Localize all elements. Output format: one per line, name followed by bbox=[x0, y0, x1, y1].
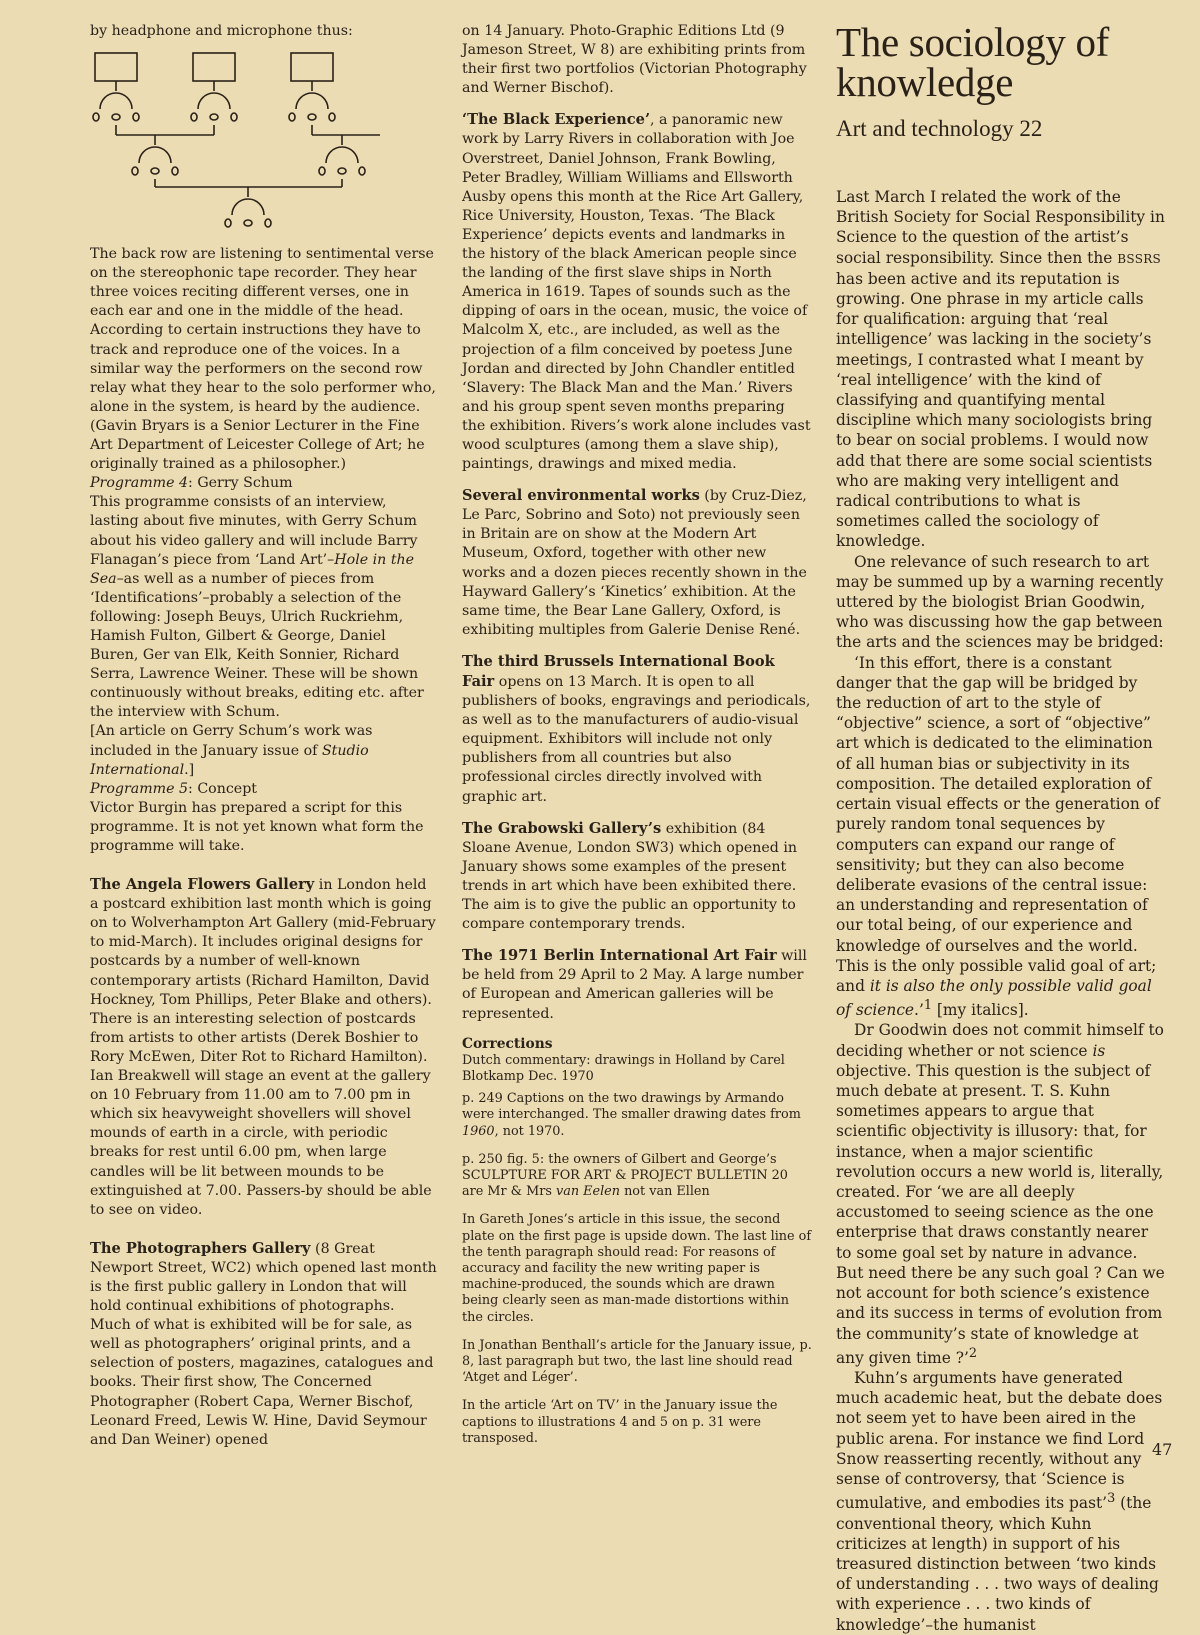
correction-item: In Gareth Jones’s article in this issue, the second plate on the first page is upside down. The last line of the tenth paragraph should read: For reasons of accuracy and facility the new writing paper is machine-produced, the sounds which are drawn being clearly seen as man-made distortions within the circles. bbox=[462, 1212, 812, 1325]
paragraph bbox=[90, 493, 438, 722]
correction-item bbox=[462, 1091, 812, 1140]
text-run: will be held from 29 April to 2 May. A large number of European and American galleries will be represented. bbox=[462, 948, 807, 1022]
text-run: van Eelen bbox=[556, 1184, 620, 1200]
footnote-mark: 1 bbox=[923, 998, 933, 1014]
italic-title: Studio International bbox=[90, 742, 369, 778]
corrections-title: Corrections bbox=[462, 1035, 553, 1052]
italic-title: Hole in the Sea bbox=[90, 551, 415, 587]
text-run: SCULPTURE FOR ART & PROJECT BULLETIN 20 bbox=[462, 1168, 788, 1184]
news-item-brussels-book-fair bbox=[462, 652, 812, 807]
text-run: is bbox=[1092, 1041, 1106, 1060]
column-middle bbox=[462, 22, 812, 1459]
paragraph bbox=[836, 1020, 1166, 1368]
programme-name: : Concept bbox=[188, 780, 257, 797]
news-item-photographers-gallery bbox=[90, 1239, 438, 1450]
correction-item bbox=[462, 1152, 812, 1201]
quotation bbox=[836, 653, 1166, 1021]
acronym: BSSRS bbox=[1117, 251, 1162, 266]
solo-performer bbox=[225, 199, 271, 227]
lead-in: ‘The Black Experience’ bbox=[462, 111, 651, 129]
text-run: are Mr & Mrs bbox=[462, 1184, 556, 1200]
text-run: –as well as a number of pieces from ‘Identifications’–probably a selection of the following: Joseph Beuys, Ulrich Ruckriehm, Hamish Fulton, Gilbert & George, Daniel Buren, Ger van Elk, Keith Sonnier, Richard Serra, Lawrence Weiner. These will be shown continuously without breaks, editing etc. after the interview with Schum. bbox=[90, 570, 424, 721]
lead-in: Several environmental works bbox=[462, 487, 700, 505]
back-row-performer-3 bbox=[289, 81, 335, 121]
text-run: exhibition (84 Sloane Avenue, London SW3) which opened in January shows some examples of the present trends in art which have been exhibited there. The aim is to give the public an opportunity to compare contemporary trends. bbox=[462, 820, 798, 933]
text-run: objective. This question is the subject of much debate at present. T. S. Kuhn sometimes appears to argue that scientific objectivity is illusory: that, for instance, when a major scientific revolution occurs a new world is, literally, created. For ‘we are all deeply accustomed to seeing science as the one enterprise that draws constantly nearer to some goal set by nature in advance. But need there be any such goal ? Can we not account for both science’s existence and its success in terms of evolution from the community’s state of knowledge at any given time ?’ bbox=[836, 1061, 1165, 1367]
lead-in: The Grabowski Gallery’s bbox=[462, 819, 662, 837]
paragraph: The back row are listening to sentimental verse on the stereophonic tape recorder. They hear three voices reciting different verses, one in each ear and one in the middle of the head. According to certain instructions they have to track and reproduce one of the voices. In a similar way the performers on the second row relay what they hear to the solo performer who, alone in the system, is heard by the audience. bbox=[90, 246, 436, 415]
programme-label: Programme 4 bbox=[90, 475, 189, 492]
news-item-angela-flowers bbox=[90, 875, 438, 1220]
page-number: 47 bbox=[1152, 1440, 1173, 1459]
performer-relay-diagram bbox=[90, 51, 380, 231]
text-run: 1960 bbox=[462, 1123, 495, 1139]
paragraph: One relevance of such research to art may be summed up by a warning recently uttered by the biologist Brian Goodwin, who was discussing how the gap between the arts and the sciences may be bridged: bbox=[836, 552, 1164, 652]
news-item-environmental-works bbox=[462, 486, 812, 640]
programme-name: : Gerry Schum bbox=[188, 475, 293, 492]
lead-in: The 1971 Berlin International Art Fair bbox=[462, 947, 777, 965]
text-run: Last March I related the work of the British Society for Social Responsibility in Science to the question of the artist’s social responsibility. Since then the bbox=[836, 188, 1165, 267]
paragraph: on 14 January. Photo-Graphic Editions Ltd (9 Jameson Street, W 8) are exhibiting prints from their first two portfolios (Victorian Photography and Werner Bischof). bbox=[462, 23, 807, 97]
news-item-berlin-art-fair bbox=[462, 946, 812, 1023]
text-run: opens on 13 March. It is open to all publishers of books, engravings and periodicals, as well as to the manufacturers of audio-visual equipment. Exhibitors will include not only publishers from all countries but also professional circles directly involved with graphic art. bbox=[462, 674, 811, 805]
text-run: p. 250 fig. 5: the owners of Gilbert and George’s bbox=[462, 1151, 777, 1167]
tape-recorder-1 bbox=[95, 53, 137, 81]
text-run: (by Cruz-Diez, Le Parc, Sobrino and Soto) not previously seen in Britain are on show at the Modern Art Museum, Oxford, together with other new works and a dozen pieces recently shown in the Hayward Gallery’s ‘Kinetics’ exhibition. At the same time, the Bear Lane Gallery, Oxford, is exhibiting multiples from Galerie Denise René. bbox=[462, 488, 807, 638]
text-run: ‘In this effort, there is a constant danger that the gap will be bridged by the reduction of art to the style of “objective” science, a sort of “objective” art which is dedicated to the elimination of all human bias or subjectivity in its composition. The detailed exploration of certain visual effects or the generation of purely random tonal sequences by computers can expand our range of sensitivity; but they can also become deliberate evasions of the central issue: an understanding and representation of our total being, of our experience and knowledge of ourselves and the world. This is the only possible valid goal of art; and bbox=[836, 653, 1160, 995]
news-item-grabowski-gallery bbox=[462, 819, 812, 935]
text-run: , a panoramic new work by Larry Rivers in collaboration with Joe Overstreet, Daniel Johnson, Frank Bowling, Peter Bradley, William Williams and Ellsworth Ausby opens this month at the Rice Art Gallery, Rice University, Houston, Texas. ‘The Black Experience’ depicts events and landmarks in the history of the black American people since the landing of the first slave ships in North America in 1619. Tapes of sounds such as the dipping of oars in the ocean, music, the voice of Malcolm X, etc., are included, as well as the projection of a film conceived by poetess June Jordan and directed by John Chandler entitled ‘Slavery: The Black Man and the Man.’ Rivers and his group spent seven months preparing the exhibition. Rivers’s work alone includes vast wood sculptures (among them a slave ship), paintings, drawings and mixed media. bbox=[462, 112, 811, 473]
article-title: The sociology of knowledge bbox=[836, 19, 1110, 105]
column-left bbox=[90, 22, 438, 1450]
paragraph bbox=[90, 722, 438, 779]
text-run: Kuhn’s arguments have generated much academic heat, but the debate does not seem yet to have been aired in the public arena. For instance we find Lord Snow reasserting recently, without any sense of controversy, that ‘Science is cumulative, and embodies its past’ bbox=[836, 1369, 1163, 1513]
footnote-mark: 2 bbox=[968, 1345, 978, 1361]
paragraph bbox=[836, 1368, 1166, 1635]
corrections-heading bbox=[462, 1036, 812, 1086]
lead-in: The Angela Flowers Gallery bbox=[90, 876, 315, 894]
lead-in: The Photographers Gallery bbox=[90, 1239, 311, 1257]
paragraph: Victor Burgin has prepared a script for this programme. It is not yet known what form the programme will take. bbox=[90, 799, 424, 854]
text-run: p. 249 Captions on the two drawings by Armando were interchanged. The smaller drawing dates from bbox=[462, 1091, 801, 1123]
back-row-performer-2 bbox=[191, 81, 237, 121]
text-run: .] bbox=[184, 761, 195, 778]
paragraph: (Gavin Bryars is a Senior Lecturer in the Fine Art Department of Leicester College of Art; he originally trained as a philosopher.) bbox=[90, 417, 425, 473]
tape-recorder-2 bbox=[193, 53, 235, 81]
corrections bbox=[462, 1036, 812, 1447]
column-right bbox=[836, 19, 1166, 1635]
article-body bbox=[836, 187, 1166, 1635]
diagram-intro: by headphone and microphone thus: bbox=[90, 23, 353, 39]
tape-recorder-3 bbox=[291, 53, 333, 81]
programme-heading bbox=[90, 474, 438, 493]
text-run: in London held a postcard exhibition last month which is going on to Wolverhampton Art Gallery (mid-February to mid-March). It includes original designs for postcards by a number of well-known contemporary artists (Richard Hamilton, David Hockney, Tom Phillips, Peter Blake and others). There is an interesting selection of postcards from artists to other artists (Derek Boshier to Rory McEwen, Diter Rot to Richard Hamilton). Ian Breakwell will stage an event at the gallery on 10 February from 11.00 am to 7.00 pm in which six heavyweight shovellers will shovel mounds of earth in a circle, with periodic breaks for rest until 6.00 pm, when large candles will be lit between mounds to be extinguished at 7.00. Passers-by should be able to see on video. bbox=[90, 877, 436, 1218]
text-run: (8 Great Newport Street, WC2) which opened last month is the first public gallery in London that will hold continual exhibitions of photographs. Much of what is exhibited will be for sale, as well as photographers’ original prints, and a selection of posters, magazines, catalogues and books. Their first show, The Concerned Photographer (Robert Capa, Werner Bischof, Leonard Freed, Lewis W. Hine, David Seymour and Dan Weiner) opened bbox=[90, 1240, 437, 1448]
text-run: [my italics]. bbox=[932, 1001, 1029, 1020]
second-row-performer-2 bbox=[319, 147, 365, 175]
text-run: , not 1970. bbox=[494, 1123, 565, 1139]
text-run: Dr Goodwin does not commit himself to deciding whether or not science bbox=[836, 1021, 1164, 1060]
footnote-mark: 3 bbox=[1107, 1491, 1116, 1507]
text-run: .’ bbox=[914, 1001, 924, 1020]
correction-item: Dutch commentary: drawings in Holland by Carel Blotkamp Dec. 1970 bbox=[462, 1052, 785, 1084]
text-run: [An article on Gerry Schum’s work was included in the January issue of bbox=[90, 723, 373, 759]
correction-item: In the article ‘Art on TV’ in the January issue the captions to illustrations 4 and 5 on p. 31 were transposed. bbox=[462, 1398, 778, 1446]
correction-item: In Jonathan Benthall’s article for the January issue, p. 8, last paragraph but two, the last line should read ‘Atget and Léger’. bbox=[462, 1337, 812, 1386]
second-row-performer-1 bbox=[132, 147, 178, 175]
text-run: (the conventional theory, which Kuhn criticizes at length) in support of his treasured distinction between ‘two kinds of understanding . . . two ways of dealing with experience . . . two kinds of knowledge’–the humanist bbox=[836, 1494, 1159, 1634]
news-item-black-experience bbox=[462, 110, 812, 474]
lead-in: The third Brussels International Book Fair bbox=[462, 652, 775, 690]
programme-label: Programme 5 bbox=[90, 780, 189, 797]
text-run: not van Ellen bbox=[620, 1184, 710, 1200]
text-run: it is also the only possible valid goal of science bbox=[836, 976, 1152, 1020]
text-run: This programme consists of an interview, lasting about five minutes, with Gerry Schum about his video gallery and will include Barry Flanagan’s piece from ‘Land Art’– bbox=[90, 494, 418, 568]
back-row-performer-1 bbox=[93, 81, 139, 121]
text-run: has been active and its reputation is growing. One phrase in my article calls for qualification: arguing that ‘real intelligence’ was lacking in the society’s meetings, I contrasted what I meant by ‘real intelligence’ with the kind of classifying and quantifying mental discipline which many sociologists bring to bear on social problems. I would now add that there are some social scientists who are making very intelligent and radical contributions to what is sometimes called the sociology of knowledge. bbox=[836, 269, 1153, 551]
paragraph bbox=[836, 187, 1166, 552]
programme-heading bbox=[90, 780, 438, 799]
article-subtitle: Art and technology 22 bbox=[836, 116, 1043, 141]
